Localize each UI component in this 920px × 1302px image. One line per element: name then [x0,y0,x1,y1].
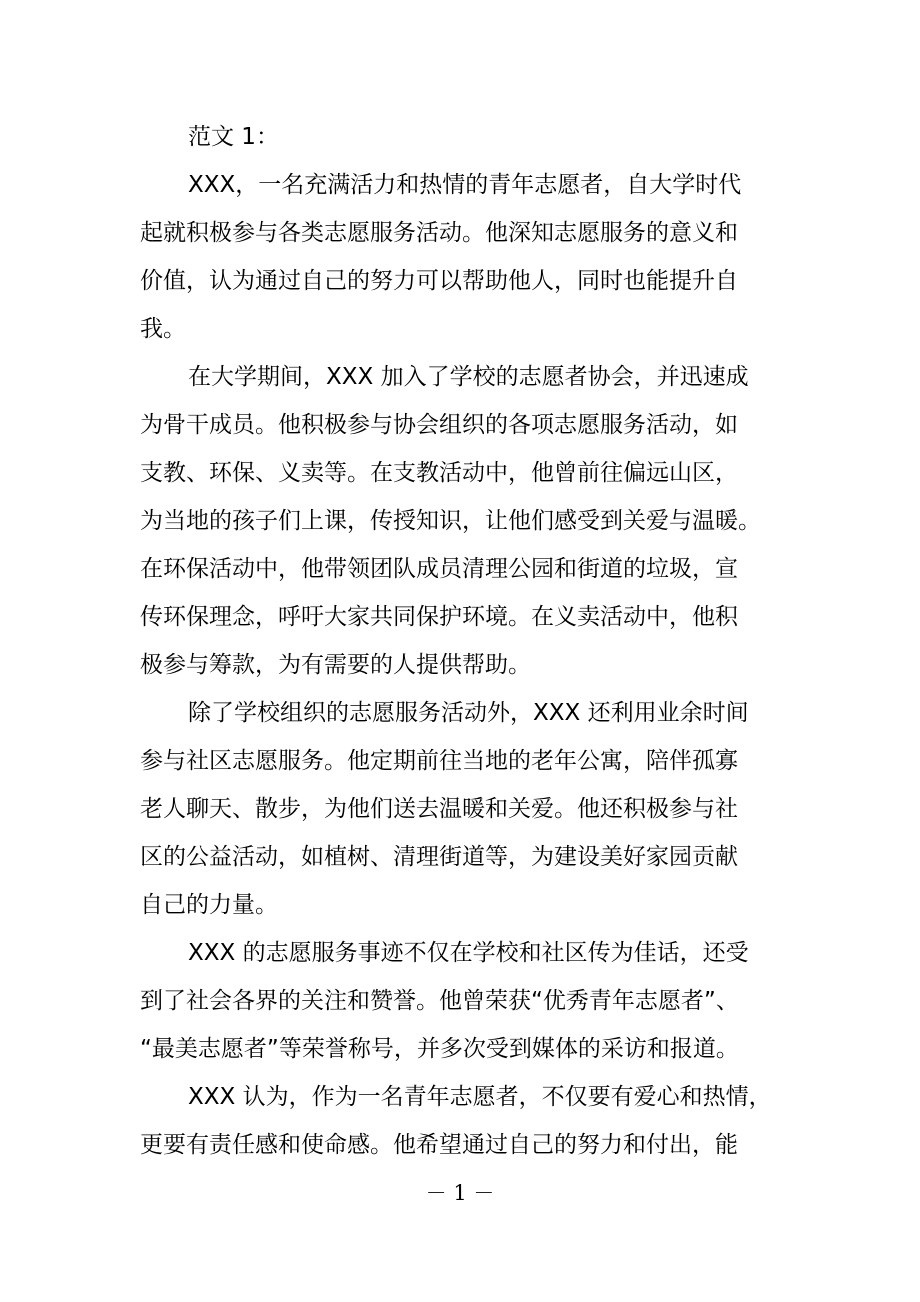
paragraph-line: 为骨干成员。他积极参与协会组织的各项志愿服务活动，如 [140,412,738,438]
paragraph-line: 除了学校组织的志愿服务活动外，XXX 还利用业余时间 [188,700,749,726]
paragraph-line: 在大学期间，XXX 加入了学校的志愿者协会，并迅速成 [188,364,749,390]
paragraph-line: 我。 [140,316,186,342]
paragraph-line: 老人聊天、散步，为他们送去温暖和关爱。他还积极参与社 [140,796,738,822]
paragraph-line: XXX 认为，作为一名青年志愿者，不仅要有爱心和热情， [188,1084,772,1110]
paragraph-4 [140,929,786,1073]
paragraph-2 [140,353,786,689]
paragraph-line: 价值，认为通过自己的努力可以帮助他人，同时也能提升自 [140,268,738,294]
paragraph-line: 在环保活动中，他带领团队成员清理公园和街道的垃圾，宣 [140,556,738,582]
paragraph-1 [140,161,786,353]
paragraph-line: 极参与筹款，为有需要的人提供帮助。 [140,652,531,678]
paragraph-line: 起就积极参与各类志愿服务活动。他深知志愿服务的意义和 [140,220,738,246]
paragraph-line: 传环保理念，呼吁大家共同保护环境。在义卖活动中，他积 [140,604,738,630]
paragraph-line: XXX，一名充满活力和热情的青年志愿者，自大学时代 [188,172,742,198]
paragraph-line: 更要有责任感和使命感。他希望通过自己的努力和付出，能 [140,1132,738,1158]
paragraph-line: 到了社会各界的关注和赞誉。他曾荣获“优秀青年志愿者”、 [140,988,739,1014]
paragraph-line: “最美志愿者”等荣誉称号，并多次受到媒体的采访和报道。 [140,1036,739,1062]
document-heading: 范文 1： [188,124,279,150]
paragraph-line: 自己的力量。 [140,892,278,918]
paragraph-line: XXX 的志愿服务事迹不仅在学校和社区传为佳话，还受 [188,940,749,966]
paragraph-3 [140,689,786,929]
page-number: － 1 － [425,1181,495,1205]
paragraph-5 [140,1073,786,1169]
paragraph-line: 参与社区志愿服务。他定期前往当地的老年公寓，陪伴孤寡 [140,748,738,774]
paragraph-line: 为当地的孩子们上课，传授知识，让他们感受到关爱与温暖。 [140,508,761,534]
paragraph-line: 支教、环保、义卖等。在支教活动中，他曾前往偏远山区， [140,460,738,486]
document-body [140,113,786,1169]
paragraph-line: 区的公益活动，如植树、清理街道等，为建设美好家园贡献 [140,844,738,870]
